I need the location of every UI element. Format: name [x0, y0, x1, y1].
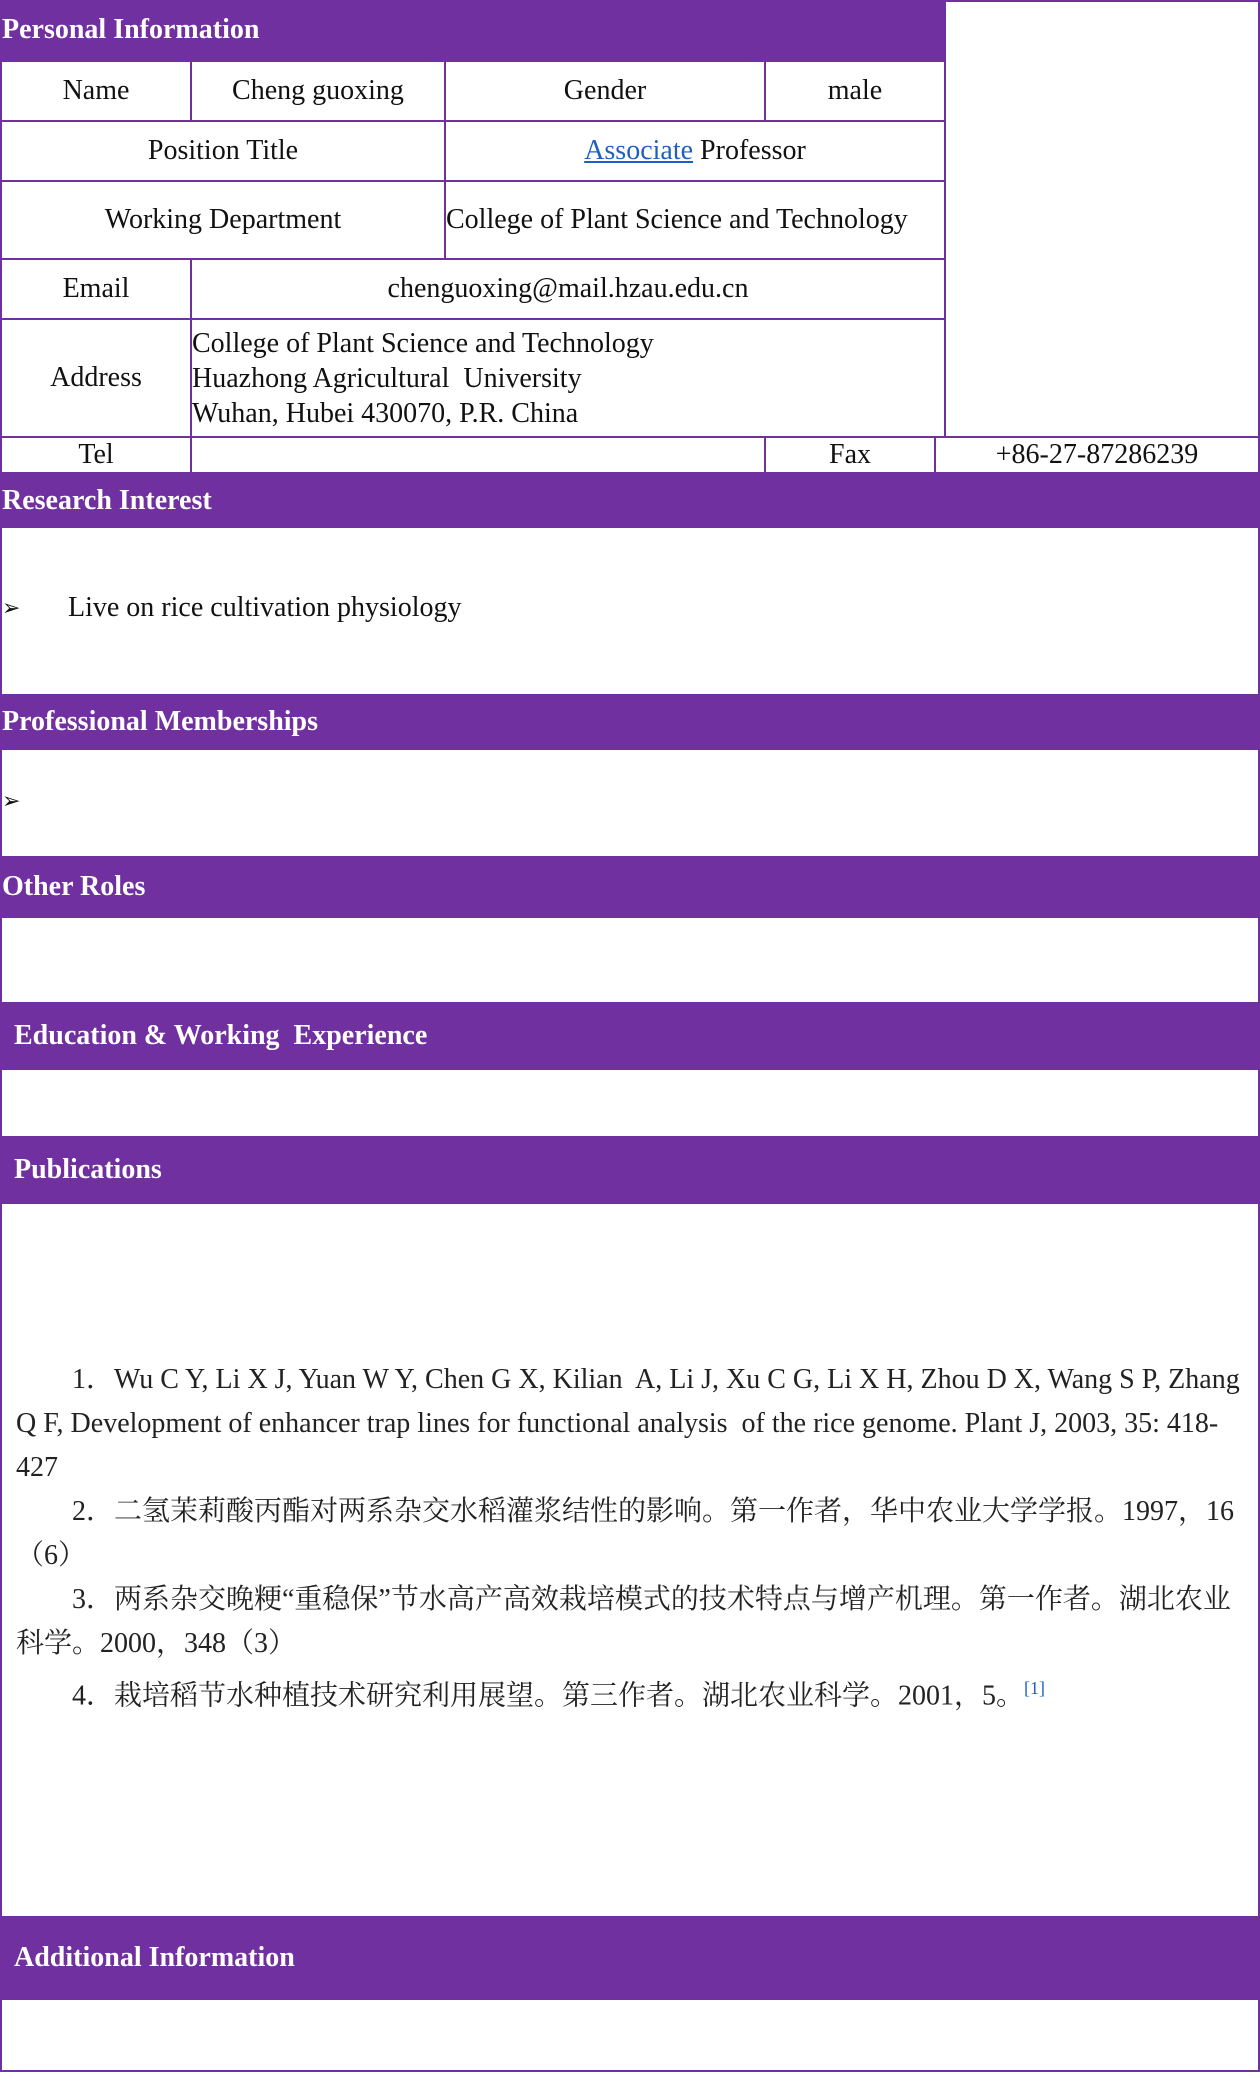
publication-item-text: 4．栽培稻节水种植技术研究利用展望。第三作者。湖北农业科学。2001，5。 — [72, 1680, 1025, 1712]
footnote-link[interactable]: [1] — [1024, 1678, 1046, 1698]
education-panel — [0, 1070, 1260, 1136]
gender-label: Gender — [444, 60, 766, 122]
publications-title: Publications — [14, 1154, 162, 1185]
name-value: Cheng guoxing — [190, 60, 446, 122]
department-value: College of Plant Science and Technology — [444, 180, 946, 260]
research-title: Research Interest — [2, 485, 212, 516]
additional-title: Additional Information — [14, 1942, 295, 1973]
research-item — [2, 592, 461, 624]
memberships-title: Professional Memberships — [2, 706, 319, 737]
publication-item: 3．两系杂交晚粳“重稳保”节水高产高效栽培模式的技术特点与增产机理。第一作者。湖北农业科学。2000，348（3） — [16, 1584, 1231, 1659]
research-header — [0, 474, 1260, 528]
tel-label: Tel — [0, 436, 192, 474]
memberships-panel — [0, 750, 1260, 856]
fax-label: Fax — [764, 436, 936, 474]
additional-panel — [0, 2000, 1260, 2072]
address-line: College of Plant Science and Technology — [192, 327, 654, 359]
photo-placeholder — [944, 0, 1260, 436]
memberships-header — [0, 694, 1260, 750]
address-label: Address — [0, 318, 192, 438]
research-item-text: Live on rice cultivation physiology — [68, 592, 462, 623]
name-label: Name — [0, 60, 192, 122]
publication-item: 2．二氢茉莉酸丙酯对两系杂交水稻灌浆结性的影响。第一作者，华中农业大学学报。1997，16（6） — [16, 1496, 1235, 1571]
publication-item: 1．Wu C Y, Li X J, Yuan W Y, Chen G X, Kilian A, Li J, Xu C G, Li X H, Zhou D X, Wang S P, Zhang Q F, Development of enhancer trap lines for functional analysis of the rice genome. Plant J, 2003, 35: 418-427 — [16, 1364, 1247, 1483]
gender-value: male — [764, 60, 946, 122]
bullet-arrow-icon: ➢ — [2, 595, 21, 620]
education-header — [0, 1002, 1260, 1070]
email-value: chenguoxing@mail.hzau.edu.cn — [190, 258, 946, 320]
other-roles-header — [0, 856, 1260, 918]
publication-item-last — [16, 1666, 1252, 1718]
address-line: Huazhong Agricultural University — [192, 362, 582, 394]
department-label: Working Department — [0, 180, 446, 260]
email-label: Email — [0, 258, 192, 320]
position-label: Position Title — [0, 120, 446, 182]
bullet-arrow-icon: ➢ — [2, 788, 21, 813]
publication-list — [16, 1358, 1252, 1718]
education-title: Education & Working Experience — [14, 1020, 428, 1051]
publications-header — [0, 1136, 1260, 1204]
other-roles-panel — [0, 918, 1260, 1002]
personal-info-header — [0, 0, 944, 60]
publications-panel — [0, 1204, 1260, 1916]
additional-header — [0, 1916, 1260, 2000]
position-rest: Professor — [693, 135, 806, 166]
personal-info-title: Personal Information — [2, 14, 260, 45]
address-value — [190, 318, 946, 438]
other-roles-title: Other Roles — [2, 871, 146, 902]
tel-value — [190, 436, 766, 474]
position-value — [444, 120, 946, 182]
address-line: Wuhan, Hubei 430070, P.R. China — [192, 397, 579, 429]
position-link[interactable]: Associate — [584, 135, 694, 166]
fax-value: +86-27-87286239 — [934, 436, 1260, 474]
research-panel — [0, 528, 1260, 694]
